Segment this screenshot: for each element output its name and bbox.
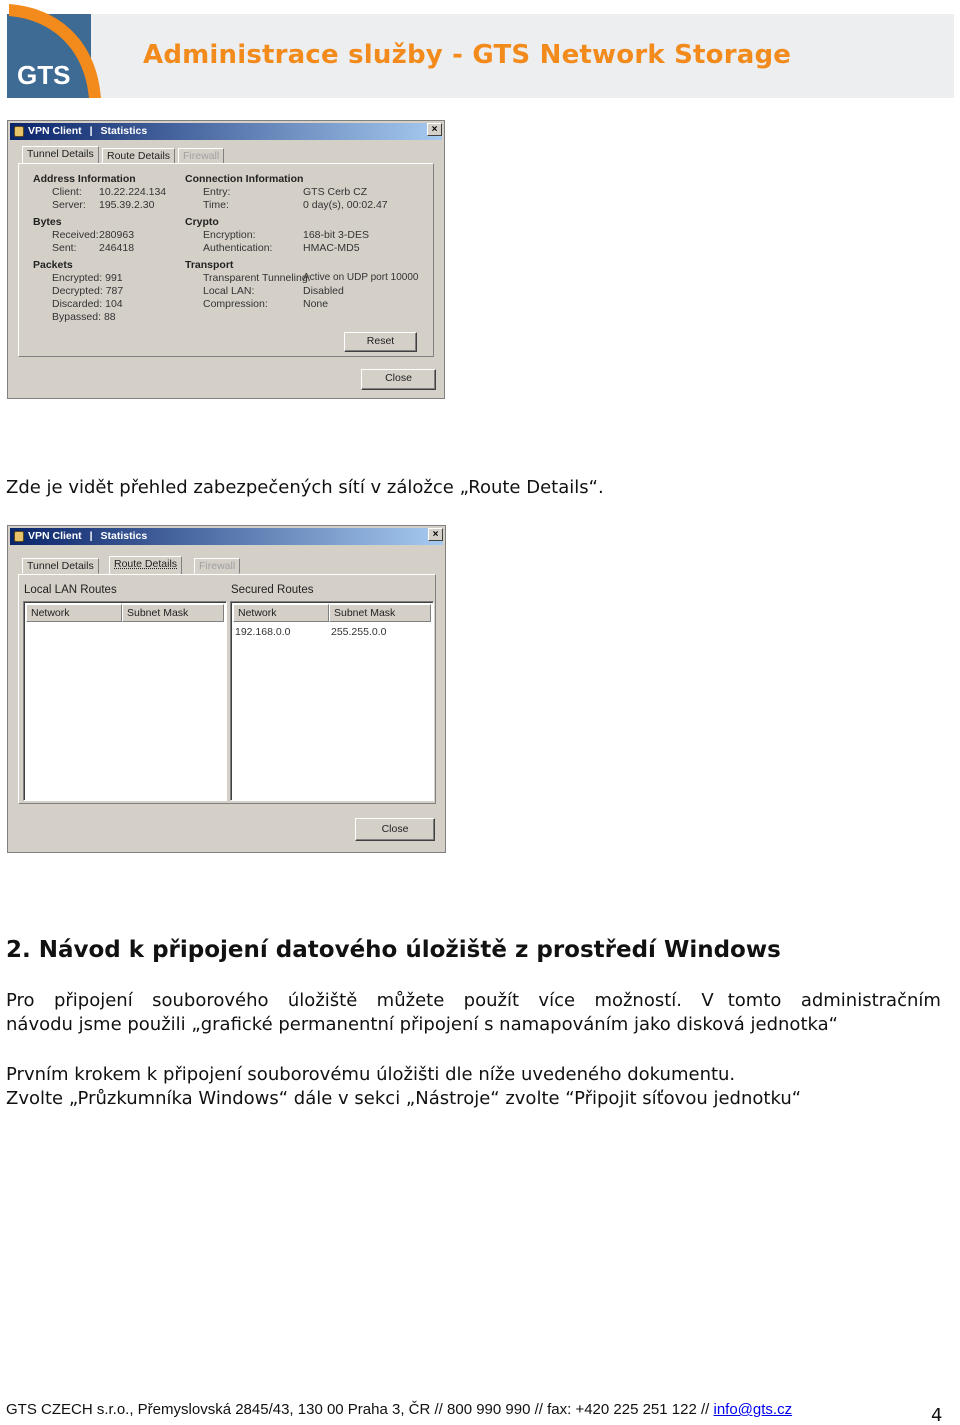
tab-tunnel-details[interactable]: Tunnel Details <box>22 146 99 164</box>
column-header-network[interactable]: Network <box>26 604 122 622</box>
footer-address: GTS CZECH s.r.o., Přemyslovská 2845/43, 130 00 Praha 3, ČR // 800 990 990 // fax: +420 225 251 122 // <box>6 1401 714 1418</box>
client-value: 10.22.224.134 <box>99 186 167 198</box>
paragraph-2-line-1: Prvním krokem k připojení souborovému úložišti dle níže uvedeného dokumentu. <box>6 1064 736 1085</box>
sent-value: 246418 <box>99 242 135 254</box>
entry-label: Entry: <box>203 186 231 198</box>
crypto-heading: Crypto <box>185 216 219 228</box>
close-button[interactable]: Close <box>361 369 436 390</box>
title-app: VPN Client <box>28 125 82 137</box>
local-lan-label: Local LAN: <box>203 285 255 297</box>
server-label: Server: <box>52 199 86 211</box>
word: Pro <box>6 990 35 1011</box>
title-page: Statistics <box>100 125 148 137</box>
word-group <box>701 990 781 1011</box>
page-footer <box>6 1401 792 1418</box>
word: použít <box>463 990 520 1011</box>
route-mask-cell[interactable]: 255.255.0.0 <box>331 626 387 638</box>
packets-decrypted: Decrypted: 787 <box>52 285 124 297</box>
close-icon[interactable]: × <box>428 528 443 541</box>
paragraph-1-line-1 <box>6 990 941 1011</box>
local-lan-routes-list[interactable] <box>23 601 227 801</box>
encryption-label: Encryption: <box>203 229 256 241</box>
bytes-heading: Bytes <box>33 216 62 228</box>
word: můžete <box>376 990 445 1011</box>
column-header-subnet-mask[interactable]: Subnet Mask <box>122 604 224 622</box>
paragraph-1-line-2: návodu jsme použili „grafické permanentní připojení s namapováním jako disková jednotka“ <box>6 1014 838 1035</box>
dialog-titlebar[interactable] <box>10 123 442 140</box>
tab-route-details[interactable]: Route Details <box>102 148 175 164</box>
word: souborového <box>152 990 269 1011</box>
paragraph-2-line-2: Zvolte „Průzkumníka Windows“ dále v sekci „Nástroje“ zvolte “Připojit síťovou jednotku“ <box>6 1088 802 1109</box>
packets-heading: Packets <box>33 259 73 271</box>
authentication-label: Authentication: <box>203 242 273 254</box>
column-header-network[interactable]: Network <box>233 604 329 622</box>
server-value: 195.39.2.30 <box>99 199 155 211</box>
authentication-value: HMAC-MD5 <box>303 242 360 254</box>
tunneling-value: Active on UDP port 10000 <box>303 272 419 283</box>
time-label: Time: <box>203 199 229 211</box>
title-separator: | <box>89 125 93 137</box>
tab-firewall[interactable]: Firewall <box>178 148 224 164</box>
vpn-lock-icon <box>14 531 24 542</box>
tab-firewall[interactable]: Firewall <box>194 558 240 574</box>
client-label: Client: <box>52 186 82 198</box>
compression-label: Compression: <box>203 298 268 310</box>
footer-email-link[interactable]: info@gts.cz <box>713 1401 793 1418</box>
received-label: Received: <box>52 229 99 241</box>
encryption-value: 168-bit 3-DES <box>303 229 369 241</box>
word: V <box>701 990 714 1011</box>
packets-bypassed: Bypassed: 88 <box>52 311 116 323</box>
vpn-statistics-dialog-routes <box>7 525 446 853</box>
packets-encrypted: Encrypted: 991 <box>52 272 123 284</box>
page-number: 4 <box>931 1405 943 1425</box>
received-value: 280963 <box>99 229 135 241</box>
compression-value: None <box>303 298 329 310</box>
word: úložiště <box>287 990 358 1011</box>
connection-info-heading: Connection Information <box>185 173 304 185</box>
gts-logo <box>7 4 101 98</box>
address-info-heading: Address Information <box>33 173 136 185</box>
dialog-titlebar[interactable] <box>10 528 443 545</box>
word: administračním <box>800 990 941 1011</box>
close-icon[interactable]: × <box>427 123 442 136</box>
vpn-statistics-dialog-tunnel <box>7 120 445 399</box>
title-app: VPN Client <box>28 530 82 542</box>
word: možností. <box>594 990 683 1011</box>
word: více <box>538 990 576 1011</box>
transport-heading: Transport <box>185 259 234 271</box>
packets-discarded: Discarded: 104 <box>52 298 123 310</box>
route-network-cell[interactable]: 192.168.0.0 <box>235 626 291 638</box>
time-value: 0 day(s), 00:02.47 <box>303 199 388 211</box>
title-separator: | <box>89 530 93 542</box>
section-heading: 2. Návod k připojení datového úložiště z prostředí Windows <box>6 937 781 963</box>
secured-routes-heading: Secured Routes <box>231 584 314 596</box>
secured-routes-list[interactable] <box>230 601 434 801</box>
caption-route-details: Zde je vidět přehled zabezpečených sítí v záložce „Route Details“. <box>6 477 604 498</box>
entry-value: GTS Cerb CZ <box>303 186 368 198</box>
local-lan-routes-heading: Local LAN Routes <box>24 584 117 596</box>
close-button[interactable]: Close <box>355 818 435 841</box>
tab-route-details[interactable]: Route Details <box>109 556 182 574</box>
tunneling-label: Transparent Tunneling: <box>203 272 311 284</box>
title-page: Statistics <box>100 530 148 542</box>
sent-label: Sent: <box>52 242 77 254</box>
tab-tunnel-details[interactable]: Tunnel Details <box>22 558 99 574</box>
vpn-lock-icon <box>14 126 24 137</box>
word: připojení <box>53 990 133 1011</box>
page-title: Administrace služby - GTS Network Storage <box>143 40 792 70</box>
logo-text: GTS <box>17 60 71 90</box>
column-header-subnet-mask[interactable]: Subnet Mask <box>329 604 431 622</box>
reset-button[interactable]: Reset <box>344 332 417 352</box>
local-lan-value: Disabled <box>303 285 344 297</box>
word: tomto <box>727 990 782 1011</box>
